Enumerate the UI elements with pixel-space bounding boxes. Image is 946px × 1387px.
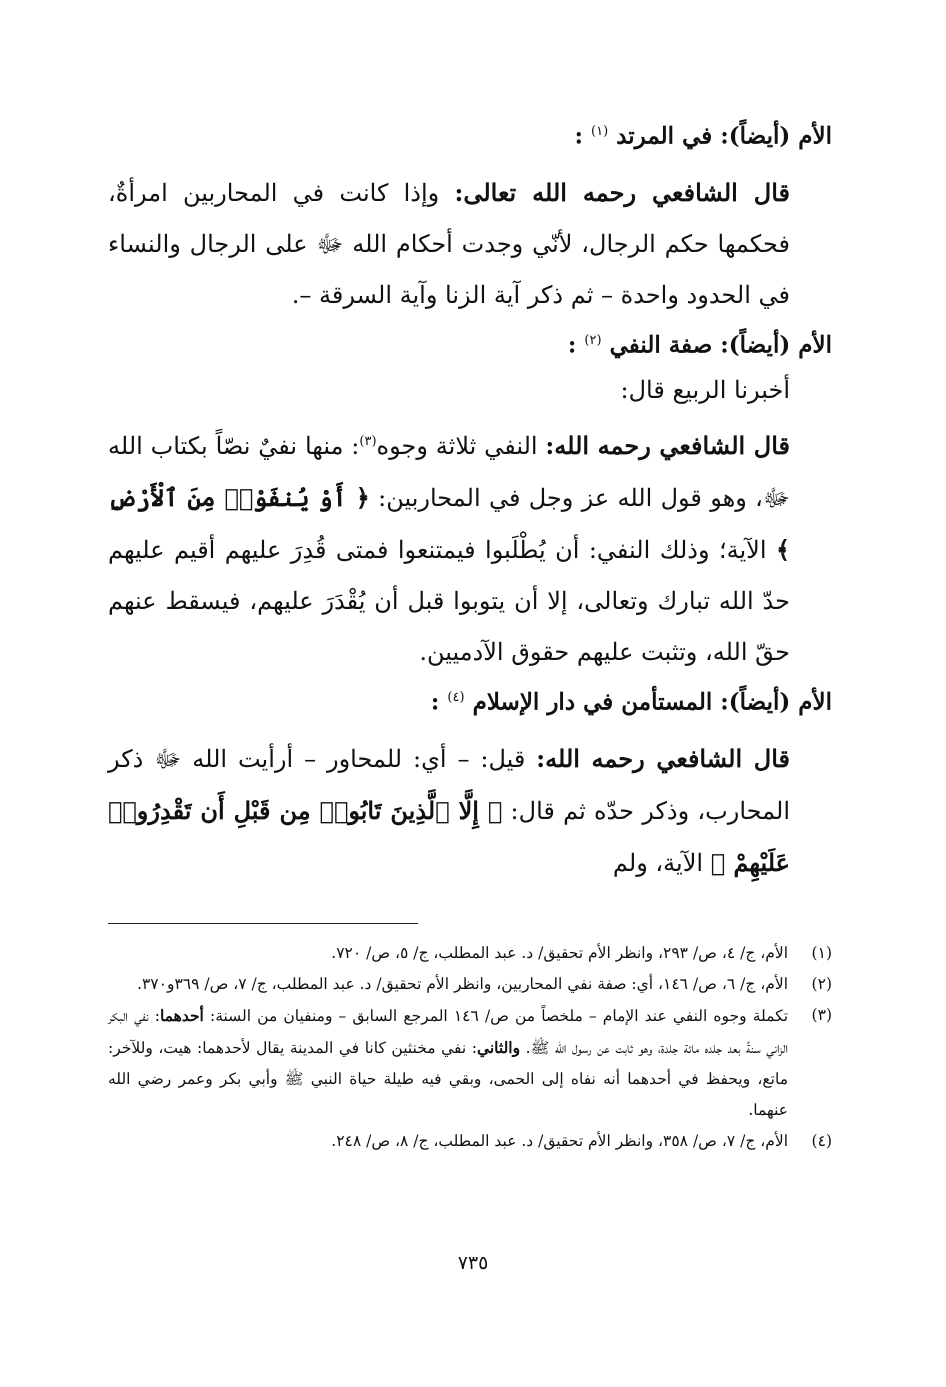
- paragraph-text: قيل: – أي: للمحاور – أرأيت الله ﷻ ذكر المحارب، وذكر حدّه ثم قال:: [108, 744, 790, 825]
- footnote-item: [108, 969, 832, 1000]
- footnote-ref: (٤): [447, 690, 465, 706]
- heading-colon: :: [574, 122, 584, 150]
- heading-text: الأم (أيضاً): في المرتد: [616, 122, 832, 150]
- footnote-ref: (١): [591, 124, 609, 139]
- intro-line: أخبرنا الربيع قال:: [620, 376, 790, 405]
- footnote-text: [108, 1000, 788, 1126]
- footnote-number: (١): [811, 944, 832, 962]
- heading-text: الأم (أيضاً): صفة النفي: [609, 331, 832, 359]
- paragraph-lead: قال الشافعي رحمه الله:: [536, 743, 790, 773]
- paragraph-text: النفي ثلاثة وجوه: [376, 432, 546, 461]
- footnote-text: الأم، ج/ ٦، ص/ ١٤٦، أي: صفة نفي المحاربين، وانظر الأم تحقيق/ د. عبد المطلب، ج/ ٧، ص/ ٣٦٩و٣٧٠.: [137, 975, 788, 993]
- paragraph-text: وإذا كانت في المحاربين امرأةٌ، فحكمها حكم الرجال، لأنّي وجدت أحكام الله ﷻ على الرجال والنساء في الحدود واحدة – ثم ذكر آية الزنا وآية السرقة –.: [108, 178, 791, 309]
- section-heading-murtad: [108, 112, 832, 157]
- footnote-text-part: تكملة وجوه النفي عند الإمام – ملخصاً من ص/ ١٤٦ المرجع السابق – ومنفيان من السنة:: [203, 1007, 789, 1025]
- section-heading-nafy: [108, 321, 832, 366]
- footnote-text-part: : نفي مخنثين كانا في المدينة يقال لأحدهما: هيت، وللآخر: ماتع، ويحفظ في أحدهما أنه نفاه إلى الحمى، وبقي فيه طيلة حياة النبي ﷺ وأبي بكر وعمر رضي الله عنهما.: [108, 1039, 788, 1119]
- footnote-item: [108, 1000, 832, 1126]
- paragraph-lead: قال الشافعي رحمه الله تعالى:: [454, 177, 790, 207]
- footnote-separator: [108, 923, 418, 924]
- heading-colon: :: [430, 688, 440, 716]
- section-heading-mustamin: [108, 678, 832, 723]
- footnote-text-part: : نفي البكر الزاني سنةً بعد جلده مائة جلدة، وهو ثابت عن رسول الله ﷺ.: [108, 1007, 788, 1057]
- paragraph: [108, 733, 832, 889]
- paragraph-lead: قال الشافعي رحمه الله:: [545, 431, 790, 461]
- page-number: ٧٣٥: [457, 1252, 489, 1274]
- footnote-number: (٤): [811, 1132, 832, 1150]
- heading-text: الأم (أيضاً): المستأمن في دار الإسلام: [472, 688, 832, 716]
- footnote-item: [108, 938, 832, 969]
- paragraph-text: الآية؛ وذلك النفي: أن يُطْلَبوا فيمتنعوا فمتى قُدِرَ عليهم أقيم عليهم حدّ الله تبارك وتعالى، إلا أن يتوبوا قبل أن يُقْدَرَ عليهم، فيسقط عنهم حقّ الله، وتثبت عليهم حقوق الآدميين.: [108, 536, 790, 667]
- footnote-bold-term: والثاني: [476, 1038, 521, 1057]
- quran-verse: ﴿ أَوْ يُنفَوْا۟ مِنَ ٱلْأَرْضِ ﴾: [108, 483, 790, 565]
- paragraph-text: الآية، ولم: [612, 848, 711, 877]
- footnote-item: [108, 1126, 832, 1157]
- footnotes: [108, 923, 832, 1157]
- paragraph-text: : منها نفيٌ نصّاً بكتاب الله ﷻ، وهو قول الله عز وجل في المحاربين:: [108, 432, 790, 513]
- footnote-number: (٣): [811, 1006, 832, 1024]
- footnote-ref: (٣): [359, 434, 377, 450]
- heading-colon: :: [567, 331, 577, 359]
- paragraph: [108, 416, 832, 678]
- footnote-text: الأم، ج/ ٤، ص/ ٢٩٣، وانظر الأم تحقيق/ د. عبد المطلب، ج/ ٥، ص/ ٧٢٠.: [331, 944, 788, 962]
- paragraph: [108, 167, 832, 321]
- footnote-ref: (٢): [584, 332, 602, 348]
- quran-verse: ﴿ إِلَّا ٱلَّذِينَ تَابُوا۟ مِن قَبْلِ أَن تَقْدِرُوا۟ عَلَيْهِمْ ﴾: [108, 795, 790, 877]
- footnote-number: (٢): [811, 975, 832, 993]
- footnote-bold-term: أحدهما: [159, 1006, 204, 1025]
- footnote-text: الأم، ج/ ٧، ص/ ٣٥٨، وانظر الأم تحقيق/ د. عبد المطلب، ج/ ٨، ص/ ٢٤٨.: [331, 1132, 788, 1150]
